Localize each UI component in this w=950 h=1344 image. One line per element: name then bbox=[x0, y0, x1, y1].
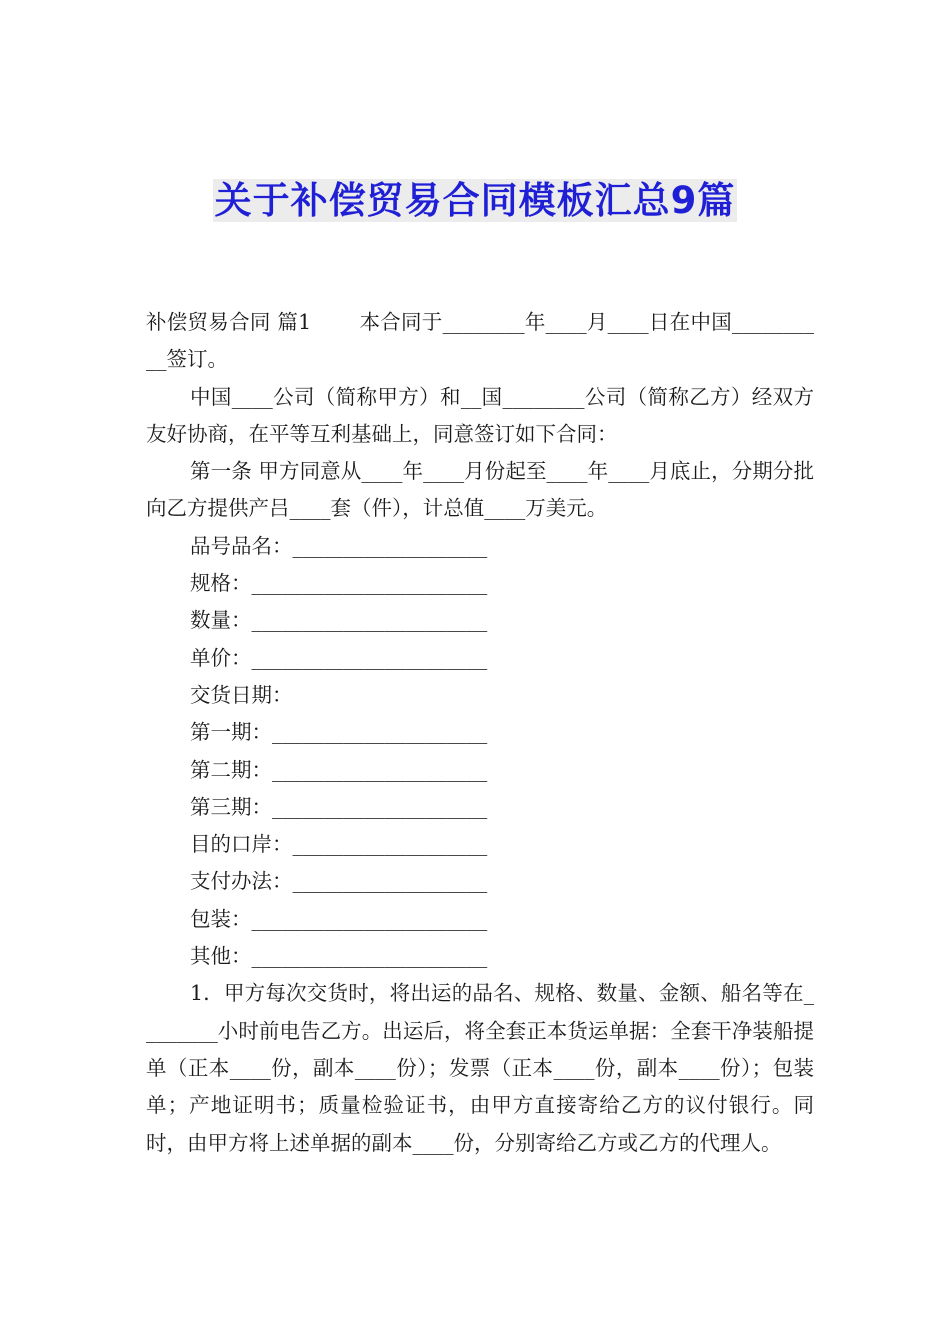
field-payment-method: 支付办法：___________________ bbox=[190, 869, 488, 894]
document-body bbox=[146, 304, 814, 1162]
field-phase-3: 第三期：_____________________ bbox=[190, 794, 488, 819]
field-delivery-date: 交货日期： bbox=[190, 682, 293, 707]
intro-paragraph bbox=[146, 304, 814, 379]
field-other: 其他：_______________________ bbox=[190, 944, 488, 969]
paragraph-clause-1: 1．甲方每次交货时，将出运的品名、规格、数量、金额、船名等在________小时前电告乙方。出运后，将全套正本货运单据：全套干净装船提单（正本____份，副本____份）；发票（正本____份，副本____份）；包装单；产地证明书；质量检验证书，由甲方直接寄给乙方的议付银行。同时，由甲方将上述单据的副本____份，分别寄给乙方或乙方的代理人。 bbox=[146, 981, 814, 1155]
field-specification: 规格：_______________________ bbox=[190, 571, 488, 596]
field-product-name: 品号品名：___________________ bbox=[190, 533, 488, 558]
field-packaging: 包装：_______________________ bbox=[190, 906, 488, 931]
document-title bbox=[0, 176, 950, 226]
field-destination-port: 目的口岸：___________________ bbox=[190, 832, 488, 857]
intro-text: 本合同于________年____月____日在中国__________签订。 bbox=[146, 310, 814, 372]
field-phase-1: 第一期：_____________________ bbox=[190, 720, 488, 745]
field-phase-2: 第二期：_____________________ bbox=[190, 757, 488, 782]
intro-heading: 补偿贸易合同 篇1 bbox=[146, 310, 312, 334]
paragraph-parties: 中国____公司（简称甲方）和__国________公司（简称乙方）经双方友好协商，在平等互利基础上，同意签订如下合同： bbox=[146, 384, 814, 446]
field-quantity: 数量：_______________________ bbox=[190, 608, 488, 633]
field-unit-price: 单价：_______________________ bbox=[190, 645, 488, 670]
paragraph-article-1: 第一条 甲方同意从____年____月份起至____年____月底止，分期分批向乙方提供产吕____套（件），计总值____万美元。 bbox=[146, 459, 814, 521]
document-title-text: 关于补偿贸易合同模板汇总9篇 bbox=[214, 179, 736, 222]
